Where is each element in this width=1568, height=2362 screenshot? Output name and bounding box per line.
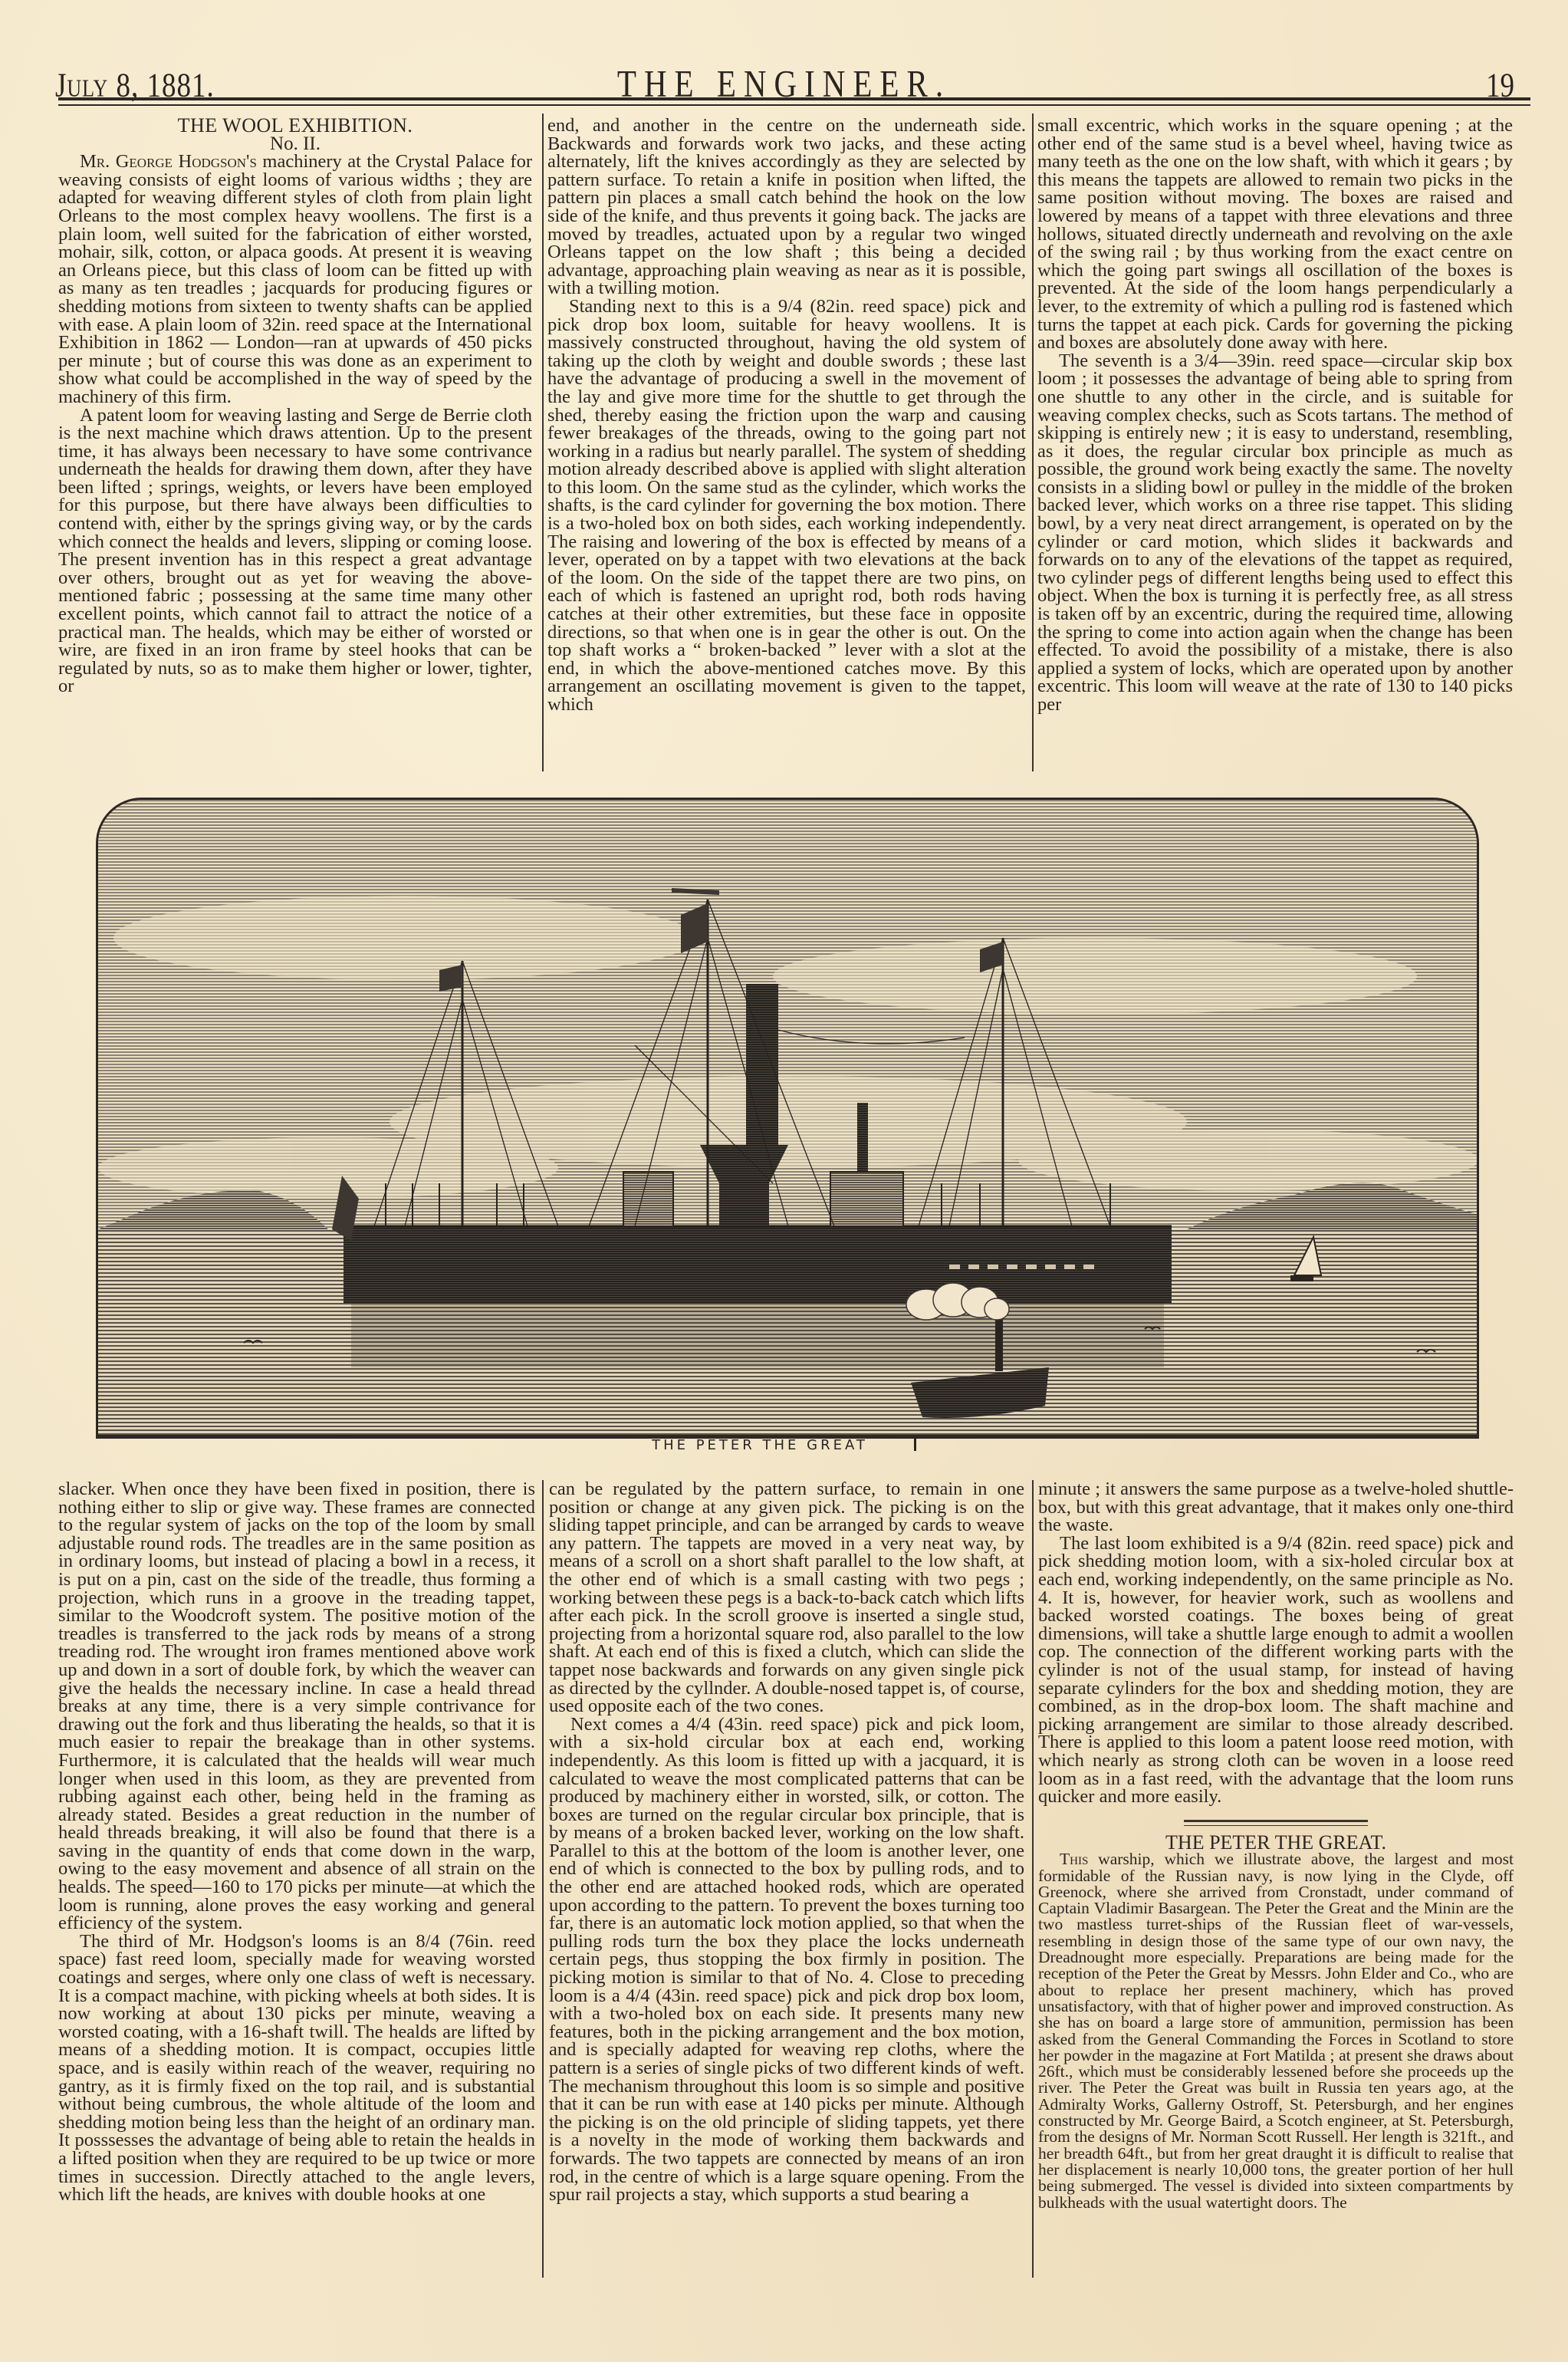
ship-vent <box>857 1103 868 1172</box>
paragraph: A patent loom for weaving lasting and Serge de Berrie cloth is the next machine which draws attention. Up to the present time, it has always been necessary to have some contrivance underneath the healds for drawing them down, after they have been lifted ; springs, weights, or levers have been employed for this purpose, but there have always been difficulties to contend with, either by the springs giving way, or by the cards which connect the healds and levers, slipping or coming loose. The present invention has in this respect a great advantage over others, brought out as yet for weaving the above-mentioned fabric ; possessing at the same time many other excellent points, which cannot fail to attract the notice of a practical man. The healds, which may be either of worsted or wire, are fixed in an iron frame by steel hooks that can be regulated by nuts, so as to make them higher or lower, tighter, or <box>58 404 532 697</box>
column-divider <box>542 113 544 771</box>
column-divider <box>1032 1480 1034 2278</box>
section-separator <box>1184 1820 1368 1826</box>
article-title-wool-exhibition: THE WOOL EXHIBITION. <box>177 114 413 137</box>
ship-funnel <box>746 984 778 1145</box>
column-divider <box>1032 113 1034 771</box>
column-3-bottom <box>1038 1480 1514 2211</box>
ship-turret-aft <box>830 1172 903 1226</box>
article-title-peter-the-great: THE PETER THE GREAT. <box>1165 1831 1386 1854</box>
column-2-bottom <box>549 1480 1024 2204</box>
ship-turret-fore <box>623 1172 673 1226</box>
column-1-bottom <box>58 1480 535 2204</box>
paragraph: The seventh is a 3/4—39in. reed space—circular skip box loom ; it possesses the advantage of being able to spring from one shuttle to any other in the circle, and is suitable for weaving complex checks, such as Scots tartans. The method of skipping is entirely new ; it is easy to understand, resembling, as it does, the regular circular box principle as much as possible, the ground work being exactly the same. The novelty consists in a sliding bowl or pulley in the middle of the broken backed lever, which works on a three rise tappet. This sliding bowl, by a very neat direct arrangement, is operated on by the cylinder or card motion, which slides it backwards and forwards on to any of the elevations of the tappet as required, two cylinder pegs of different lengths being used to effect this object. When the box is turning it is perfectly free, as all stress is taken off by an excentric, during the required time, allowing the spring to come into action again when the change has been effected. To avoid the possibility of a mistake, there is also applied a system of locks, which are operated upon by another excentric. This loom will weave at the rate of 130 to 140 picks per <box>1037 350 1513 715</box>
page-number: 19 <box>1486 67 1514 105</box>
masthead-rule-thin <box>58 104 1530 106</box>
paragraph: This warship, which we illustrate above, the largest and most formidable of the Russian navy, is now lying in the Clyde, off Greenock, where she arrived from Cronstadt, under command of Captain Vladimir Basargean. The Peter the Great and the Minin are the two mastless turret-ships of the Russian fleet of war-vessels, resembling in design those of the same type of our own navy, the Dreadnought more especially. Preparations are being made for the reception of the Peter the Great by Messrs. John Elder and Co., who are about to replace her present machinery, which has proved unsatisfactory, with that of higher power and improved construction. As she has on board a large store of ammunition, permission has been asked from the General Commanding the Forces in Scotland to store her powder in the magazine at Fort Matilda ; at present she draws about 26ft., which must be considerably lessened before she proceeds up the river. The Peter the Great was built in Russia ten years ago, at the Admiralty Works, Gallerny Ostroff, St. Petersburgh, and her engines constructed by Mr. George Baird, a Scotch engineer, at St. Petersburgh, from the designs of Mr. Norman Scott Russell. Her length is 321ft., and her breadth 64ft., but from her great draught it is difficult to realise that her displacement is nearly 10,000 tons, the greater portion of her hull being submerged. The vessel is divided into sixteen compartments by bulkheads with the usual watertight doors. The <box>1038 1850 1514 2212</box>
publication-title: THE ENGINEER. <box>616 62 952 105</box>
paragraph: end, and another in the centre on the underneath side. Backwards and forwards work two jacks, and these acting alternately, lift the knives accordingly as they are selected by pattern surface. To retain a knife in position when lifted, the pattern pin places a small catch behind the hook on the low side of the knife, and thus prevents it going back. The jacks are moved by treadles, actuated upon by a regular two winged Orleans tappet on the low shaft ; this being a decided advantage, approaching plain weaving as near as it is possible, with a twilling motion. <box>547 115 1026 299</box>
article-subtitle: No. II. <box>270 133 321 154</box>
paragraph: The third of Mr. Hodgson's looms is an 8/4 (76in. reed space) fast reed loom, specially made for weaving worsted coatings and serges, where only one class of weft is necessary. It is a compact machine, with picking wheels at both sides. It is now working at about 130 picks per minute, weaving a worsted coating, with a 16-shaft twill. The healds are lifted by means of a shedding motion. It is compact, occupies little space, and is easily within reach of the weaver, requiring no gantry, as it is firmly fixed on the top rail, and is substantial without being cumbrous, the whole altitude of the loom and shedding motion being less than the height of an ordinary man. It posssesses the advantage of being able to retain the healds in a lifted position when they are required to be up twice or more times in succession. Directly attached to the angle levers, which lift the heads, are knives with double hooks at one <box>58 1930 535 2206</box>
column-1-top <box>58 114 532 697</box>
illustration-peter-the-great <box>96 798 1479 1439</box>
paragraph: can be regulated by the pattern surface, to remain in one position or change at any given pick. The picking is on the sliding tappet principle, and can be arranged by cards to weave any pattern. The tappets are moved in a very neat way, by means of a scroll on a short shaft parallel to the low shaft, at the other end of which is a small casting with two pegs ; working between these pegs is a back-to-back catch which lifts after each pick. In the scroll groove is inserted a single stud, projecting from a horizontal square rod, also parallel to the low shaft. At each end of this is fixed a clutch, which can slide the tappet nose backwards and forwards on any given single pick as directed by the cyllnder. A double-nosed tappet is, of course, used opposite each of the two cones. <box>549 1479 1024 1717</box>
paragraph: Mr. George Hodgson's machinery at the Crystal Palace for weaving consists of eight looms of various widths ; they are adapted for weaving different styles of cloth from plain light Orleans to the most complex heavy woollens. The first is a plain loom, well suited for the fabrication of either worsted, mohair, silk, cotton, or alpaca goods. At present it is weaving an Orleans piece, but this class of loom can be fitted up with as many as ten treadles ; jacquards for producing figures or shedding motions from sixteen to twenty shafts can be applied with ease. A plain loom of 32in. reed space at the International Exhibition in 1862 — London—ran at upwards of 450 picks per minute ; but of course this was done as an experiment to show what could be accomplished in the way of speed by the machinery of this firm. <box>58 151 532 407</box>
paragraph: minute ; it answers the same purpose as a twelve-holed shuttle-box, but with this great advantage, that it makes only one-third the waste. <box>1038 1479 1514 1536</box>
lead-name: Mr. George Hodgson's <box>80 151 257 173</box>
paragraph: The last loom exhibited is a 9/4 (82in. reed space) pick and pick shedding motion loom, with a six-holed circular box at each end, working independently, on the same principle as No. 4. It is, however, for heavier work, such as woollens and backed worsted coatings. The boxes being of great dimensions, will take a shuttle large enough to admit a woollen cop. The connection of the different working parts with the cylinder is not of the usual stamp, for instead of having separate cylinders for the box and shedding motion, they are combined, as in the drop-box loom. The shaft machine and picking arrangement are similar to those already described. There is applied to this loom a patent loose reed motion, with which nearly as strong cloth can be woven in a loose reed loom as in a fast reed, with the advantage that the loom runs quicker and more easily. <box>1038 1532 1514 1808</box>
engraving-ship-scene <box>98 800 1477 1435</box>
column-2-top <box>547 117 1026 714</box>
masthead <box>0 0 1568 107</box>
masthead-rule-thick <box>58 97 1530 100</box>
column-divider <box>542 1480 544 2278</box>
issue-date: July 8, 1881. <box>55 67 215 105</box>
paragraph: slacker. When once they have been fixed in position, there is nothing either to slip or give way. These frames are connected to the regular system of jacks on the top of the loom by small adjustable round rods. The treadles are in the same position as in ordinary looms, but instead of placing a bowl in a recess, it is put on a pin, cast on the side of the treadle, thus forming a projection, which runs in a groove in the treading tappet, similar to the Woodcroft system. The positive motion of the treadles is transferred to the jack rods by means of a strong treading rod. The wrought iron frames mentioned above work up and down in a sort of double fork, by which the weaver can give the healds the necessary incline. In case a heald thread breaks at any time, there is a very simple contrivance for drawing out the fork and thus liberating the healds, so that it is much easier to repair the breakage than in other systems. Furthermore, it is calculated that the healds will wear much longer when used in this loom, as they are prevented from rubbing against each other, being held in the framing as already stated. Besides a great reduction in the number of heald threads breaking, it will also be found that there is a saving in the quantity of ends that come down in the warp, owing to the easy movement and absence of all strain on the healds. The speed—160 to 170 picks per minute—at which the loom is running, alone proves the easy working and general efficiency of the system. <box>58 1479 535 1934</box>
column-3-top <box>1037 117 1513 714</box>
paragraph: small excentric, which works in the square opening ; at the other end of the same stud is a bevel wheel, having twice as many teeth as the one on the low shaft, with which it gears ; by this means the tappets are allowed to remain two picks in the same position without moving. The boxes are raised and lowered by means of a tappet with three elevations and three hollows, situated directly underneath and revolving on the axle of the swing rail ; by thus working from the exact centre on which the going part swings all oscillation of the boxes is prevented. At the side of the loom hangs perpendicularly a lever, to the extremity of which a pulling rod is fastened which turns the tappet at each pick. Cards for governing the picking and boxes are absolutely done away with here. <box>1037 115 1513 354</box>
paragraph: Standing next to this is a 9/4 (82in. reed space) pick and pick drop box loom, suitable for heavy woollens. It is massively constructed throughout, having the old system of taking up the cloth by weight and double swords ; these last have the advantage of producing a swell in the movement of the lay and give more time for the shuttle to get through the shed, thereby easing the friction upon the warp and causing fewer breakages of the threads, owing to the going part not working in a radius but nearly parallel. The system of shedding motion already described above is applied with slight alteration to this loom. On the same stud as the cylinder, which works the shafts, is the card cylinder for governing the box motion. There is a two-holed box on both sides, each working independently. The raising and lowering of the box is effected by means of a lever, operated on by a tappet with two elevations at the back of the loom. On the side of the tappet there are two pins, on each of which is fastened an upright rod, both rods having catches at their other extremities, but these face in opposite directions, so that when one is in gear the other is out. On the top shaft works a “ broken-backed ” lever with a slot at the end, in which the above-mentioned catches move. By this arrangement an oscillating movement is given to the tappet, which <box>547 295 1026 715</box>
paragraph: Next comes a 4/4 (43in. reed space) pick and pick loom, with a six-hold circular box at each end, working independently. As this loom is fitted up with a jacquard, it is calculated to weave the most complicated patterns that can be produced by machinery either in worsted, silk, or cotton. The boxes are turned on the regular circular box principle, that is by means of a broken backed lever, working on the low shaft. Parallel to this at the bottom of the loom is another lever, one end of which is connected to the box by pulling rods, and to the other end are attached hooked rods, which are operated upon according to the pattern. To prevent the boxes turning too far, there is an automatic lock motion applied, so that when the pulling rods turn the box they place the locks underneath certain pegs, thus stopping the box firmly in position. The picking motion is similar to that of No. 4. Close to preceding loom is a 4/4 (43in. reed space) pick and pick drop box loom, with a two-holed box on each side. It presents many new features, both in the picking arrangement and the box motion, and is specially adapted for weaving rep cloths, where the pattern is a series of single picks of two different kinds of weft. The mechanism throughout this loom is so simple and positive that it can be run with ease at 140 picks per minute. Although the picking is on the old principle of sliding tappets, yet there is a novelty in the mode of working them backwards and forwards. The two tappets are connected by means of an iron rod, in the centre of which is a large square opening. From the spur rail projects a stay, which supports a stud bearing a <box>549 1713 1024 2206</box>
caption-mark <box>914 1437 916 1451</box>
illustration-caption: THE PETER THE GREAT <box>0 1437 1568 1453</box>
